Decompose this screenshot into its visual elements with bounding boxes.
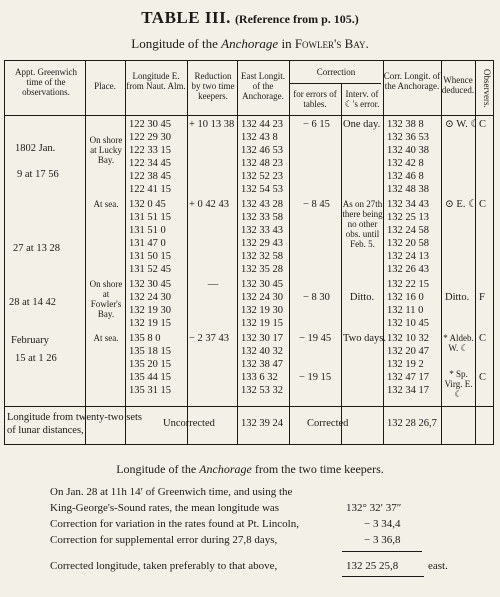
group1-east-5: 132 54 53 (241, 184, 283, 195)
group2-time: 27 at 13 28 (13, 243, 60, 254)
header-observers: Observers. (482, 69, 492, 108)
section2-line4: Correction for supplemental error during 27,8 days, (50, 534, 278, 546)
group4-lon-0: 135 8 0 (129, 333, 161, 344)
group2-obs: C (479, 199, 487, 210)
section2-title: Longitude of the Anchorage from the two time keepers. (116, 462, 384, 476)
group4-interv: Two days. (343, 333, 387, 344)
group3-whence: Ditto. (445, 292, 470, 303)
group1-red: + 10 13 38 (189, 119, 235, 130)
group2-corr-5: 132 26 43 (387, 264, 429, 275)
group1-corr-3: 132 42 8 (387, 158, 424, 169)
group3-corr-3: 132 10 45 (387, 318, 429, 329)
group4-corr-1: 132 20 47 (387, 346, 429, 357)
header-place: Place. (94, 81, 116, 91)
header-whence: Whence deduced. (441, 75, 475, 95)
group4-time2: 15 at 1 26 (15, 353, 57, 364)
group4-err2: − 19 15 (299, 372, 332, 383)
group4-east-3: 133 6 32 (241, 372, 278, 383)
table-title: TABLE III. (Reference from p. 105.) (141, 8, 359, 27)
section2-rule (342, 551, 422, 552)
footer-corrected-value: 132 28 26,7 (387, 418, 437, 429)
header-reduction: Reduction by two time keepers. (191, 71, 235, 101)
group2-err: − 8 45 (303, 199, 330, 210)
group4-corr-2: 132 19 2 (387, 359, 424, 370)
group4-place: At sea. (93, 333, 119, 343)
section2-value2: 132° 32′ 37″ (346, 502, 402, 514)
group4-obs: C (479, 333, 487, 344)
section2-line3: Correction for variation in the rates found at Pt. Lincoln, (50, 518, 299, 530)
group2-place: At sea. (93, 199, 119, 209)
group2-corr-0: 132 34 43 (387, 199, 429, 210)
group3-corr-1: 132 16 0 (387, 292, 424, 303)
group4-time: February (11, 335, 49, 346)
group2-east-5: 132 35 28 (241, 264, 283, 275)
group3-lon-1: 132 24 30 (129, 292, 171, 303)
group3-lon-0: 132 30 45 (129, 279, 171, 290)
group2-corr-3: 132 20 58 (387, 238, 429, 249)
longitude-table (4, 60, 494, 445)
group1-east-2: 132 46 53 (241, 145, 283, 156)
group2-east-4: 132 32 58 (241, 251, 283, 262)
section2-value4: − 3 36,8 (364, 534, 401, 546)
group1-time: 1802 Jan. (15, 143, 56, 154)
footer-label: Longitude from twenty-two sets of lunar distances, (7, 412, 143, 436)
header-correction: Correction (316, 67, 356, 77)
group4-corr-4: 132 34 17 (387, 385, 429, 396)
group2-east-2: 132 33 43 (241, 225, 283, 236)
group1-lon-4: 122 38 45 (129, 171, 171, 182)
group3-lon-3: 132 19 15 (129, 318, 171, 329)
group2-lon-0: 132 0 45 (129, 199, 166, 210)
group4-east-1: 132 40 32 (241, 346, 283, 357)
group4-east-2: 132 38 47 (241, 359, 283, 370)
header-corr-long: Corr. Longit. of the Anchorage. (383, 71, 441, 91)
group2-lon-3: 131 47 0 (129, 238, 166, 249)
footer-uncorrected-value: 132 39 24 (241, 418, 283, 429)
group4-whence2: * Sp. Virg. E. ☾ (444, 369, 473, 399)
group1-corr-0: 132 38 8 (387, 119, 424, 130)
header-east: East Longit. of the Anchorage. (241, 71, 285, 101)
group3-obs: F (479, 292, 485, 303)
group1-whence: ⊙ W. ☾ (445, 119, 480, 130)
group2-lon-2: 131 51 0 (129, 225, 166, 236)
group3-lon-2: 132 19 30 (129, 305, 171, 316)
group1-corr-5: 132 48 38 (387, 184, 429, 195)
group1-obs: C (479, 119, 487, 130)
footer-uncorrected-label: Uncorrected (163, 418, 215, 429)
section2-underline (342, 576, 424, 577)
group1-interv: One day. (343, 119, 381, 130)
group3-corr-2: 132 11 0 (387, 305, 424, 316)
group2-corr-1: 132 25 13 (387, 212, 429, 223)
group3-east-3: 132 19 15 (241, 318, 283, 329)
group3-east-2: 132 19 30 (241, 305, 283, 316)
group2-east-3: 132 29 43 (241, 238, 283, 249)
group4-east-0: 132 30 17 (241, 333, 283, 344)
group2-corr-2: 132 24 58 (387, 225, 429, 236)
group4-err: − 19 45 (299, 333, 332, 344)
group1-east-1: 132 43 8 (241, 132, 278, 143)
group4-obs2: C (479, 372, 487, 383)
group4-whence: * Aldeb. W. ☾ (443, 333, 474, 353)
group1-east-0: 132 44 23 (241, 119, 283, 130)
group2-red: + 0 42 43 (189, 199, 230, 210)
section2-line5: Corrected longitude, taken preferably to that above, (50, 560, 278, 572)
group2-east-0: 132 43 28 (241, 199, 283, 210)
group2-lon-4: 131 50 15 (129, 251, 171, 262)
section2-line1: On Jan. 28 at 11h 14′ of Greenwich time, and using the (50, 486, 293, 498)
group4-corr-0: 132 10 32 (387, 333, 429, 344)
group1-east-3: 132 48 23 (241, 158, 283, 169)
group1-corr-2: 132 40 38 (387, 145, 429, 156)
group1-place: On shore at Lucky Bay. (89, 135, 123, 165)
group4-lon-4: 135 31 15 (129, 385, 171, 396)
group4-lon-1: 135 18 15 (129, 346, 171, 357)
header-longitude: Longitude E. from Naut. Alm. (126, 71, 186, 91)
header-interv: Interv. of ☾'s error. (344, 89, 380, 109)
section2-line2: King-George's-Sound rates, the mean longitude was (50, 502, 280, 514)
footer-corrected-label: Corrected (307, 418, 349, 429)
section2-value3: − 3 34,4 (364, 518, 401, 530)
group1-err: − 6 15 (303, 119, 330, 130)
group2-whence: ⊙ E. ☾ (445, 199, 478, 210)
group3-red: — (207, 279, 219, 290)
group4-lon-2: 135 20 15 (129, 359, 171, 370)
group1-lon-3: 122 34 45 (129, 158, 171, 169)
group4-lon-3: 135 44 15 (129, 372, 171, 383)
group4-red: − 2 37 43 (189, 333, 230, 344)
group2-corr-4: 132 24 13 (387, 251, 429, 262)
group4-east-4: 132 53 32 (241, 385, 283, 396)
group3-east-0: 132 30 45 (241, 279, 283, 290)
group1-corr-4: 132 46 8 (387, 171, 424, 182)
group1-time2: 9 at 17 56 (17, 169, 59, 180)
header-appt: Appt. Greenwich time of the observations. (15, 67, 77, 97)
group2-lon-5: 131 52 45 (129, 264, 171, 275)
group1-corr-1: 132 36 53 (387, 132, 429, 143)
group3-err: − 8 30 (303, 292, 330, 303)
group3-place: On shore at Fowler's Bay. (89, 279, 123, 319)
group3-east-1: 132 24 30 (241, 292, 283, 303)
section2-value5-suffix: east. (428, 560, 448, 572)
group1-east-4: 132 52 23 (241, 171, 283, 182)
group1-lon-1: 122 29 30 (129, 132, 171, 143)
table-subtitle: Longitude of the Anchorage in Fowler's Bay. (131, 36, 369, 51)
group4-corr-3: 132 47 17 (387, 372, 429, 383)
group3-time: 28 at 14 42 (9, 297, 56, 308)
group3-interv: Ditto. (349, 292, 375, 303)
group1-lon-5: 122 41 15 (129, 184, 171, 195)
group2-interv: As on 27th there being no other obs. until Feb. 5. (342, 199, 383, 249)
section2-value5: 132 25 25,8 (346, 560, 399, 572)
header-errors: for errors of tables. (293, 89, 337, 109)
group1-lon-2: 122 33 15 (129, 145, 171, 156)
group2-east-1: 132 33 58 (241, 212, 283, 223)
group3-corr-0: 132 22 15 (387, 279, 429, 290)
group2-lon-1: 131 51 15 (129, 212, 171, 223)
group1-lon-0: 122 30 45 (129, 119, 171, 130)
